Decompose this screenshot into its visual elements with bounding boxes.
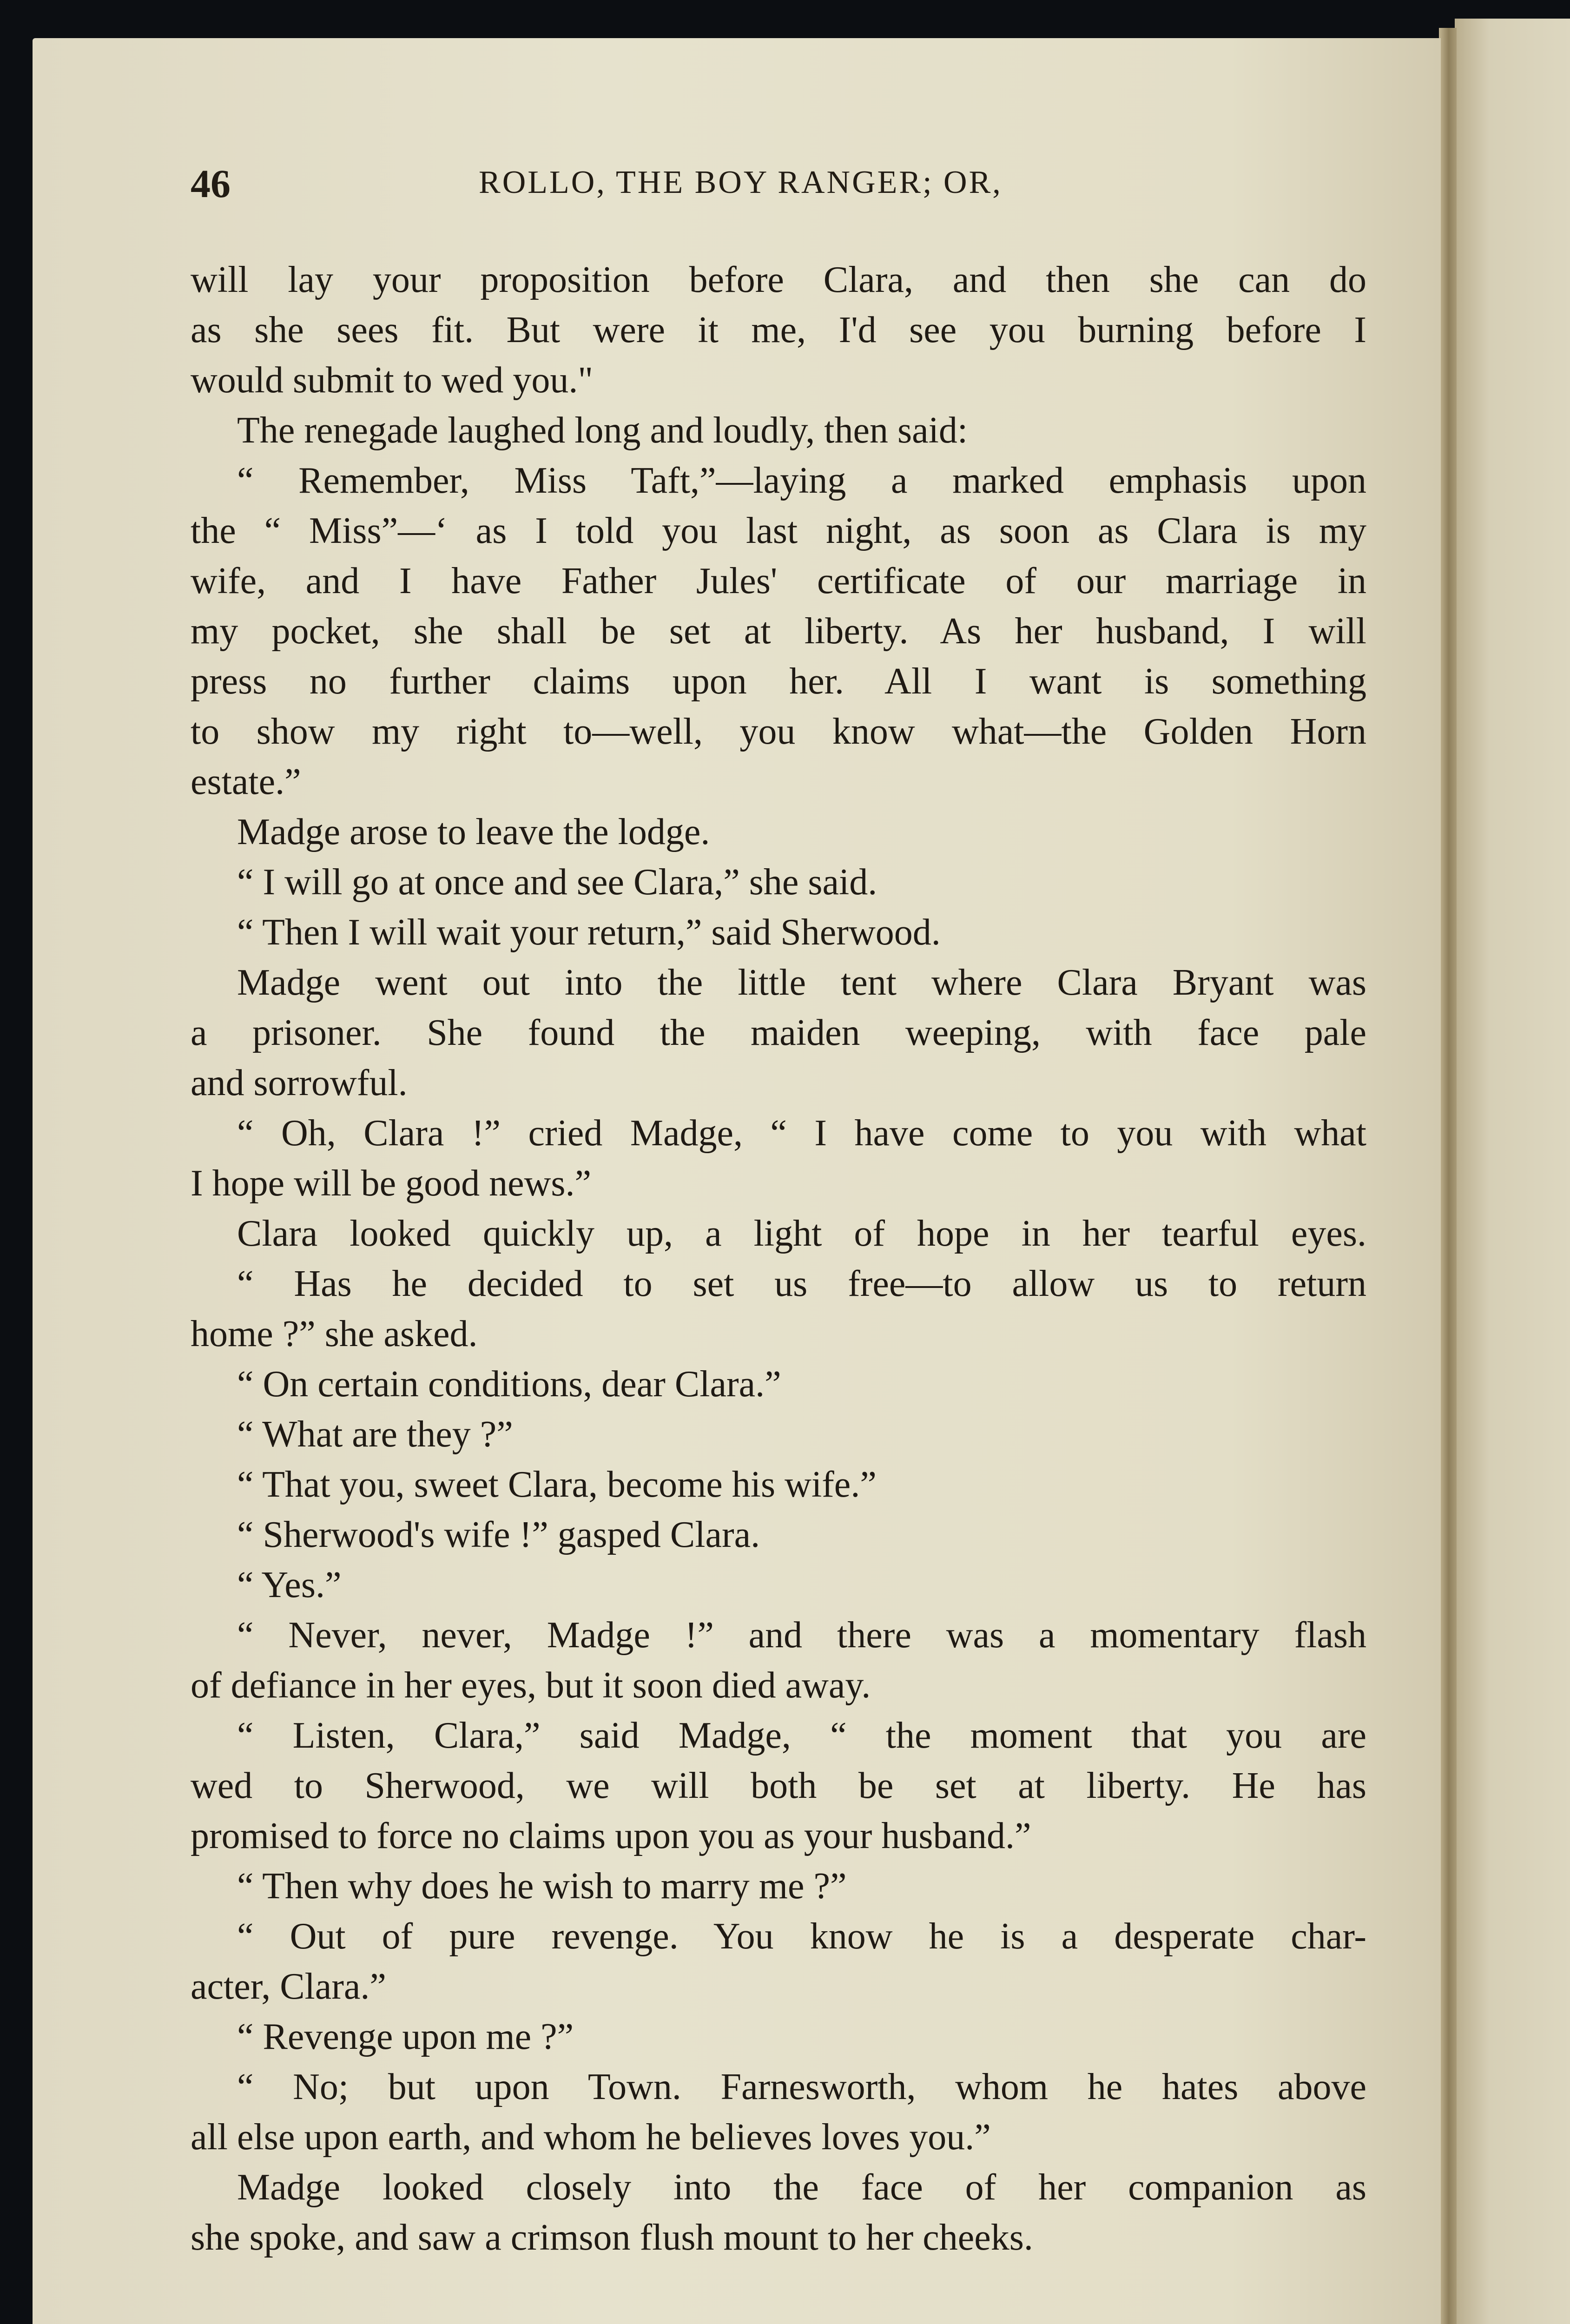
text-line: “ Oh, Clara !” cried Madge, “ I have come to you with what [237,1113,1366,1154]
text-line: “ Never, never, Madge !” and there was a momentary flash [237,1615,1366,1656]
text-line: “ That you, sweet Clara, become his wife.” [237,1464,877,1505]
text-line: “ Then I will wait your return,” said Sherwood. [237,912,941,953]
text-line: would submit to wed you." [191,360,593,401]
text-line: “ Has he decided to set us free—to allow us to return [237,1263,1366,1304]
text-line: of defiance in her eyes, but it soon died away. [191,1665,871,1706]
text-line: “ No; but upon Town. Farnesworth, whom he hates above [237,2067,1366,2107]
text-line: will lay your proposition before Clara, and then she can do [191,259,1366,300]
text-line: as she sees fit. But were it me, I'd see you burning before I [191,310,1366,350]
body-text [191,255,1366,2263]
text-line: “ Remember, Miss Taft,”—laying a marked emphasis upon [237,460,1366,501]
text-line: “ Then why does he wish to marry me ?” [237,1866,847,1907]
text-line: “ Yes.” [237,1565,342,1605]
running-head [191,160,1376,216]
text-line: press no further claims upon her. All I want is something [191,661,1366,702]
page-number: 46 [191,161,231,206]
text-line: The renegade laughed long and loudly, then said: [237,410,968,451]
text-line: the “ Miss”—‘ as I told you last night, as soon as Clara is my [191,510,1366,551]
text-line: acter, Clara.” [191,1966,386,2007]
text-line: I hope will be good news.” [191,1163,592,1204]
text-line: Madge arose to leave the lodge. [237,812,710,852]
text-line: “ Revenge upon me ?” [237,2016,574,2057]
text-line: “ Sherwood's wife !” gasped Clara. [237,1514,760,1555]
text-line: Madge went out into the little tent where Clara Bryant was [237,962,1366,1003]
text-line: wed to Sherwood, we will both be set at liberty. He has [191,1765,1366,1806]
text-line: to show my right to—well, you know what—the Golden Horn [191,711,1366,752]
text-line: my pocket, she shall be set at liberty. As her husband, I will [191,611,1366,652]
text-line: “ Out of pure revenge. You know he is a desperate char- [237,1916,1366,1957]
text-line: a prisoner. She found the maiden weeping, with face pale [191,1012,1366,1053]
text-line: “ What are they ?” [237,1414,513,1455]
text-line: she spoke, and saw a crimson flush mount to her cheeks. [191,2217,1033,2258]
text-line: Madge looked closely into the face of her companion as [237,2167,1366,2208]
text-line: estate.” [191,761,301,802]
text-line: home ?” she asked. [191,1314,478,1354]
text-line: “ On certain conditions, dear Clara.” [237,1364,781,1405]
facing-page-edge [1455,19,1570,2324]
text-line: all else upon earth, and whom he believes loves you.” [191,2117,991,2158]
book-gutter [1439,28,1457,2324]
text-line: wife, and I have Father Jules' certificate of our marriage in [191,561,1366,601]
text-line: “ I will go at once and see Clara,” she said. [237,862,877,903]
text-line: Clara looked quickly up, a light of hope in her tearful eyes. [237,1213,1366,1254]
text-line: “ Listen, Clara,” said Madge, “ the moment that you are [237,1715,1366,1756]
running-title: ROLLO, THE BOY RANGER; OR, [479,165,1003,200]
text-line: and sorrowful. [191,1063,408,1103]
text-line: promised to force no claims upon you as your husband.” [191,1816,1031,1856]
